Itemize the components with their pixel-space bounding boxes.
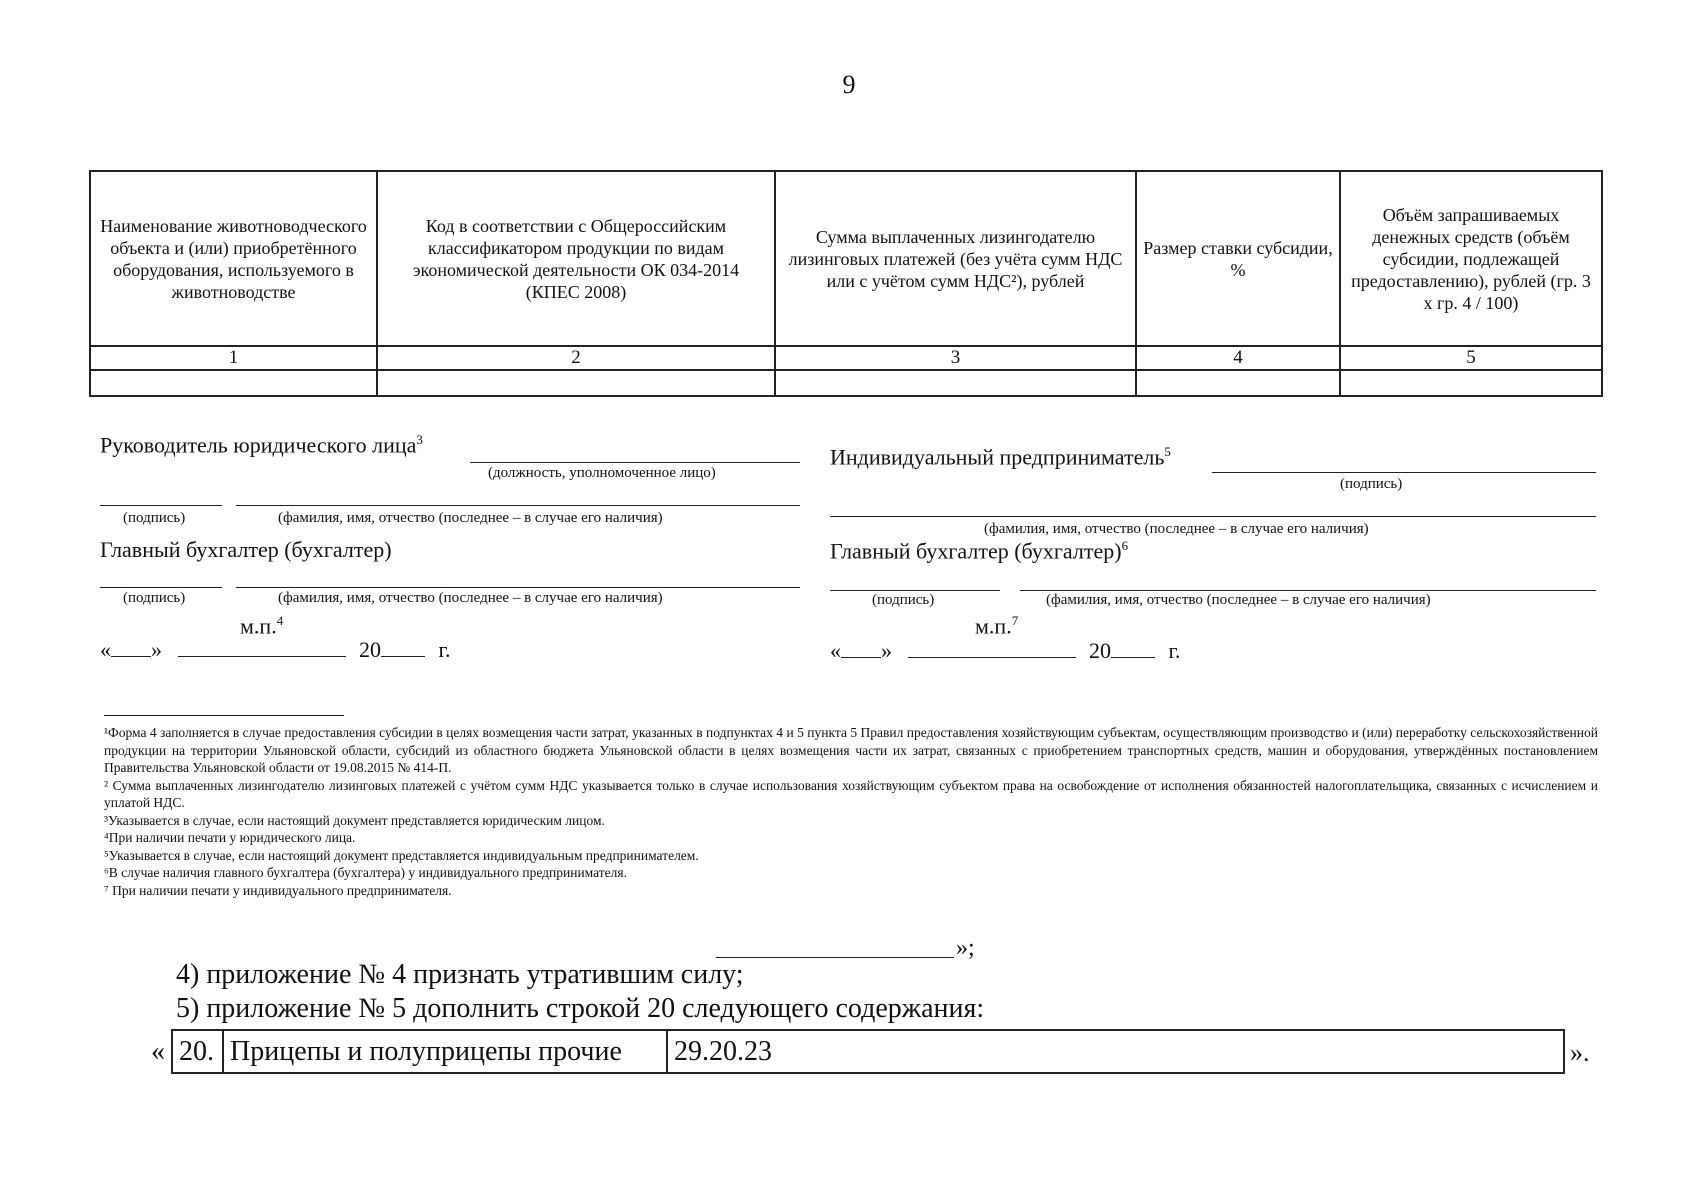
table-number-row (90, 346, 1602, 370)
table-header-cell: Объём запрашиваемых денежных средств (объём субсидии, подлежащей предоставлению), рублей (гр. 3 х гр. 4 / 100) (1340, 171, 1602, 346)
row20-open-quote: « (151, 1036, 165, 1067)
footnote: ² Сумма выплаченных лизингодателю лизинговых платежей с учётом сумм НДС указывается только в случае использования хозяйствующим субъектом права на освобождение от исполнения обязанностей налогоплательщика, связанных с исчислением и уплатой НДС. (104, 777, 1598, 810)
table-header-cell: Код в соответствии с Общероссийским классификатором продукции по видам экономической деятельности ОК 034-2014 (КПЕС 2008) (377, 171, 775, 346)
table-cell[interactable] (775, 370, 1136, 396)
signature-line[interactable] (1212, 472, 1596, 473)
row20-code: 29.20.23 (667, 1030, 1564, 1073)
signature-caption: (подпись) (872, 592, 935, 608)
table-cell[interactable] (377, 370, 775, 396)
footnote: ⁴При наличии печати у юридического лица. (104, 830, 356, 845)
footnote: ⁵Указывается в случае, если настоящий документ представляется индивидуальным предпринимателем. (104, 847, 699, 863)
signature-caption: (подпись) (123, 590, 186, 606)
item-5-text: 5) приложение № 5 дополнить строкой 20 следующего содержания: (176, 993, 985, 1024)
chief-accountant-label: Главный бухгалтер (бухгалтер)$^6$ (830, 538, 1129, 564)
table-header-cell: Сумма выплаченных лизингодателю лизинговых платежей (без учёта сумм НДС или с учётом сумм НДС²), рублей (775, 171, 1136, 346)
column-number: 4 (1136, 346, 1340, 370)
legal-entity-head-label: Руководитель юридического лица$^3$ (100, 432, 423, 458)
row20-close-quote: ». (1570, 1038, 1590, 1067)
position-caption: (должность, уполномоченное лицо) (488, 465, 716, 481)
fio-caption: (фамилия, имя, отчество (последнее – в случае его наличия) (278, 590, 663, 606)
page-number: 9 (842, 70, 856, 99)
date-line: « » 20 г. (100, 637, 451, 662)
table-header-cell: Размер ставки субсидии, % (1136, 171, 1340, 346)
signature-line[interactable] (830, 590, 1000, 591)
footnotes (104, 724, 1598, 899)
table-cell[interactable] (1340, 370, 1602, 396)
fio-line[interactable] (1020, 590, 1596, 591)
table-header-row (90, 171, 1602, 346)
footnote: ³Указывается в случае, если настоящий документ представляется юридическим лицом. (104, 812, 605, 828)
fio-caption: (фамилия, имя, отчество (последнее – в случае его наличия) (984, 521, 1369, 537)
footnote-separator (104, 715, 344, 716)
footnote: ⁶В случае наличия главного бухгалтера (бухгалтера) у индивидуального предпринимателя. (104, 865, 627, 880)
signature-caption: (подпись) (1340, 476, 1403, 492)
fio-line[interactable] (236, 505, 800, 506)
chief-accountant-label: Главный бухгалтер (бухгалтер) (100, 537, 392, 562)
signature-line[interactable] (100, 505, 222, 506)
date-line: « » 20 г. (830, 638, 1181, 663)
footnote: ¹Форма 4 заполняется в случае предоставления субсидии в целях возмещения части затрат, указанных в подпунктах 4 и 5 пункта 5 Правил предоставления хозяйствующим субъектам, осуществляющим производство и (или) переработку сельскохозяйственной продукции на территории Ульяновской области, субсидий из областного бюджета Ульяновской области в целях возмещения части их затрат, связанных с приобретением транспортных средств, машин и оборудования, утверждённых постановлением Правительства Ульяновской области от 19.08.2015 № 414-П. (104, 725, 1598, 775)
column-number: 3 (775, 346, 1136, 370)
subsidy-table (89, 170, 1603, 397)
table-empty-row (90, 370, 1602, 396)
fio-line[interactable] (830, 516, 1596, 517)
column-number: 1 (90, 346, 377, 370)
signature-line[interactable] (100, 587, 222, 588)
table-cell[interactable] (90, 370, 377, 396)
table-header-cell: Наименование животноводческого объекта и (или) приобретённого оборудования, используемого в животноводстве (90, 171, 377, 346)
fio-caption: (фамилия, имя, отчество (последнее – в случае его наличия) (1046, 592, 1431, 608)
closing-line (716, 957, 954, 958)
footnote: ⁷ При наличии печати у индивидуального предпринимателя. (104, 882, 452, 898)
column-number: 2 (377, 346, 775, 370)
column-number: 5 (1340, 346, 1602, 370)
stamp-label: м.п.$^4$ (240, 613, 284, 639)
individual-entrepreneur-label: Индивидуальный предприниматель$^5$ (830, 444, 1171, 470)
table-row (172, 1030, 1564, 1073)
row20-number: 20. (172, 1030, 223, 1073)
fio-line[interactable] (236, 587, 800, 588)
signature-caption: (подпись) (123, 510, 186, 526)
closing-quote: »; (956, 935, 975, 961)
row20-name: Прицепы и полуприцепы прочие (223, 1030, 667, 1073)
position-line[interactable] (470, 462, 800, 463)
stamp-label: м.п.$^7$ (975, 613, 1019, 639)
table-cell[interactable] (1136, 370, 1340, 396)
row-20-table (171, 1029, 1565, 1074)
fio-caption: (фамилия, имя, отчество (последнее – в случае его наличия) (278, 510, 663, 526)
item-4-text: 4) приложение № 4 признать утратившим силу; (176, 959, 744, 990)
